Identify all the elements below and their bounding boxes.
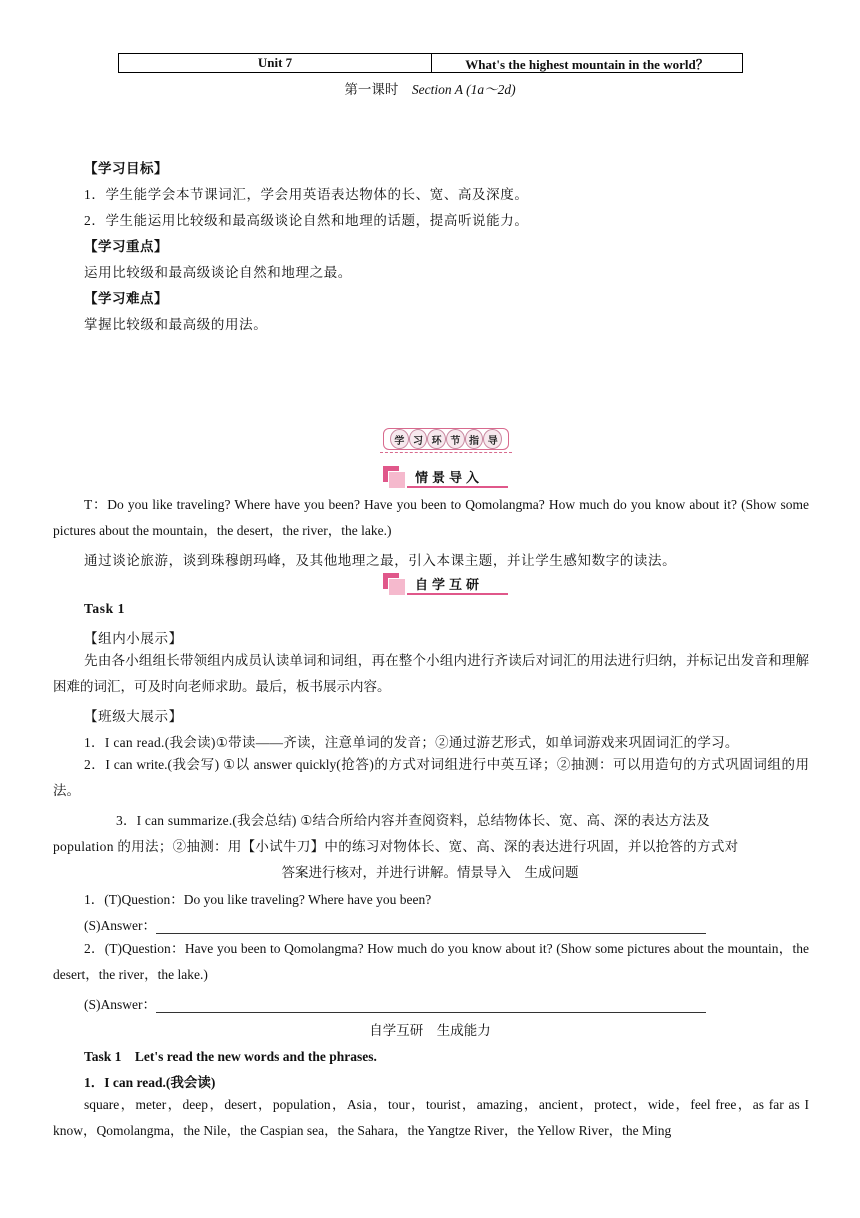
class-show-item-3a: 3．I can summarize.(我会总结) ①结合所给内容并查阅资料，总结物体长、宽、高、深的表达方法及 <box>116 813 710 828</box>
answer-1-label: (S)Answer： <box>84 918 156 933</box>
self-study-heading: 自学互研 生成能力 <box>369 1023 491 1038</box>
answer-2-label: (S)Answer： <box>84 997 156 1012</box>
answer-2-row <box>84 993 706 1013</box>
class-show-item-2: 2．I can write.(我会写) ①以 answer quickly(抢答)的方式对词组进行中英互译；②抽测：可以用造句的方式巩固词组的用法。 <box>53 757 809 798</box>
banner-divider <box>380 452 512 453</box>
header-table <box>118 53 743 73</box>
unit-title: What's the highest mountain in the world？ <box>465 56 709 72</box>
class-show-item-3b: population 的用法；②抽测：用【小试牛刀】中的练习对物体长、宽、高、深的表达进行巩固，并以抢答的方式对 <box>53 839 739 854</box>
study-guide-banner <box>383 428 509 450</box>
heading-underline <box>407 593 508 595</box>
answer-1-blank[interactable] <box>156 919 706 934</box>
objectives-heading: 【学习目标】 <box>84 161 168 176</box>
group-show-text: 先由各小组组长带领组内成员认读单词和词组，再在整个小组内进行齐读后对词汇的用法进行归纳，并标记出发音和理解困难的词汇，可及时向老师求助。最后，板书展示内容。 <box>53 653 809 694</box>
question-2: 2．(T)Question：Have you been to Qomolangma? How much do you know about it? (Show some pictures about the mountain，the desert，the river，the lake.) <box>53 941 809 982</box>
word-list-paragraph <box>53 1092 809 1144</box>
banner-char: 习 <box>409 429 428 449</box>
class-show-item-2-paragraph <box>53 752 809 804</box>
intro-note: 通过谈论旅游，谈到珠穆朗玛峰，及其他地理之最，引入本课主题，并让学生感知数字的读法。 <box>84 553 677 568</box>
teacher-intro-text: T：Do you like traveling? Where have you been? Have you been to Qomolangma? How much do you know about it? (Show some pictures about the mountain，the desert，the river，the lake.) <box>53 497 809 538</box>
group-show-heading: 【组内小展示】 <box>84 631 183 646</box>
section-heading-text: 情景导入 <box>415 471 484 486</box>
teacher-intro-paragraph <box>53 492 809 544</box>
section-heading-intro <box>383 466 508 488</box>
heading-square-icon <box>388 471 406 489</box>
section-range: Section A (1a～2d) <box>411 82 516 97</box>
lesson-cn: 第一课时 <box>344 82 399 97</box>
difficulties-heading: 【学习难点】 <box>84 291 168 306</box>
lesson-line <box>0 78 860 98</box>
banner-char: 环 <box>427 429 446 449</box>
difficulties-text: 掌握比较级和最高级的用法。 <box>84 317 268 332</box>
key-points-text: 运用比较级和最高级谈论自然和地理之最。 <box>84 265 352 280</box>
self-study-task: Task 1 Let's read the new words and the phrases. <box>84 1049 377 1064</box>
banner-char: 指 <box>465 429 484 449</box>
heading-square-icon <box>388 578 406 596</box>
question-1: 1．(T)Question：Do you like traveling? Where have you been? <box>84 892 432 907</box>
question-2-paragraph <box>53 936 809 988</box>
banner-char: 节 <box>446 429 465 449</box>
group-show-paragraph <box>53 648 809 700</box>
answer-1-row <box>84 914 706 934</box>
section-heading-text: 自学互研 <box>415 578 484 593</box>
heading-underline <box>407 486 508 488</box>
class-show-item-3c: 答案进行核对，并进行讲解。情景导入 生成问题 <box>281 865 579 880</box>
section-heading-self-study <box>383 573 508 595</box>
self-study-sub: 1．I can read.(我会读) <box>84 1075 216 1090</box>
class-show-item-1: 1．I can read.(我会读)①带读——齐读，注意单词的发音；②通过游艺形式，如单词游戏来巩固词汇的学习。 <box>84 735 739 750</box>
word-list: square，meter，deep，desert，population，Asia，tour，tourist，amazing，ancient，protect，wide，feel free，as far as I know，Qomolangma，the Nile，the Caspian sea，the Sahara，the Yangtze River，the Yellow River，the Ming <box>53 1097 809 1138</box>
key-points-heading: 【学习重点】 <box>84 239 168 254</box>
banner-char: 导 <box>483 429 502 449</box>
task-label: Task 1 <box>84 601 126 616</box>
banner-char: 学 <box>390 429 409 449</box>
answer-2-blank[interactable] <box>156 998 706 1013</box>
class-show-heading: 【班级大展示】 <box>84 709 183 724</box>
unit-label: Unit 7 <box>119 54 432 72</box>
objective-item-2: 2．学生能运用比较级和最高级谈论自然和地理的话题，提高听说能力。 <box>84 213 529 228</box>
objective-item-1: 1．学生能学会本节课词汇，学会用英语表达物体的长、宽、高及深度。 <box>84 187 529 202</box>
